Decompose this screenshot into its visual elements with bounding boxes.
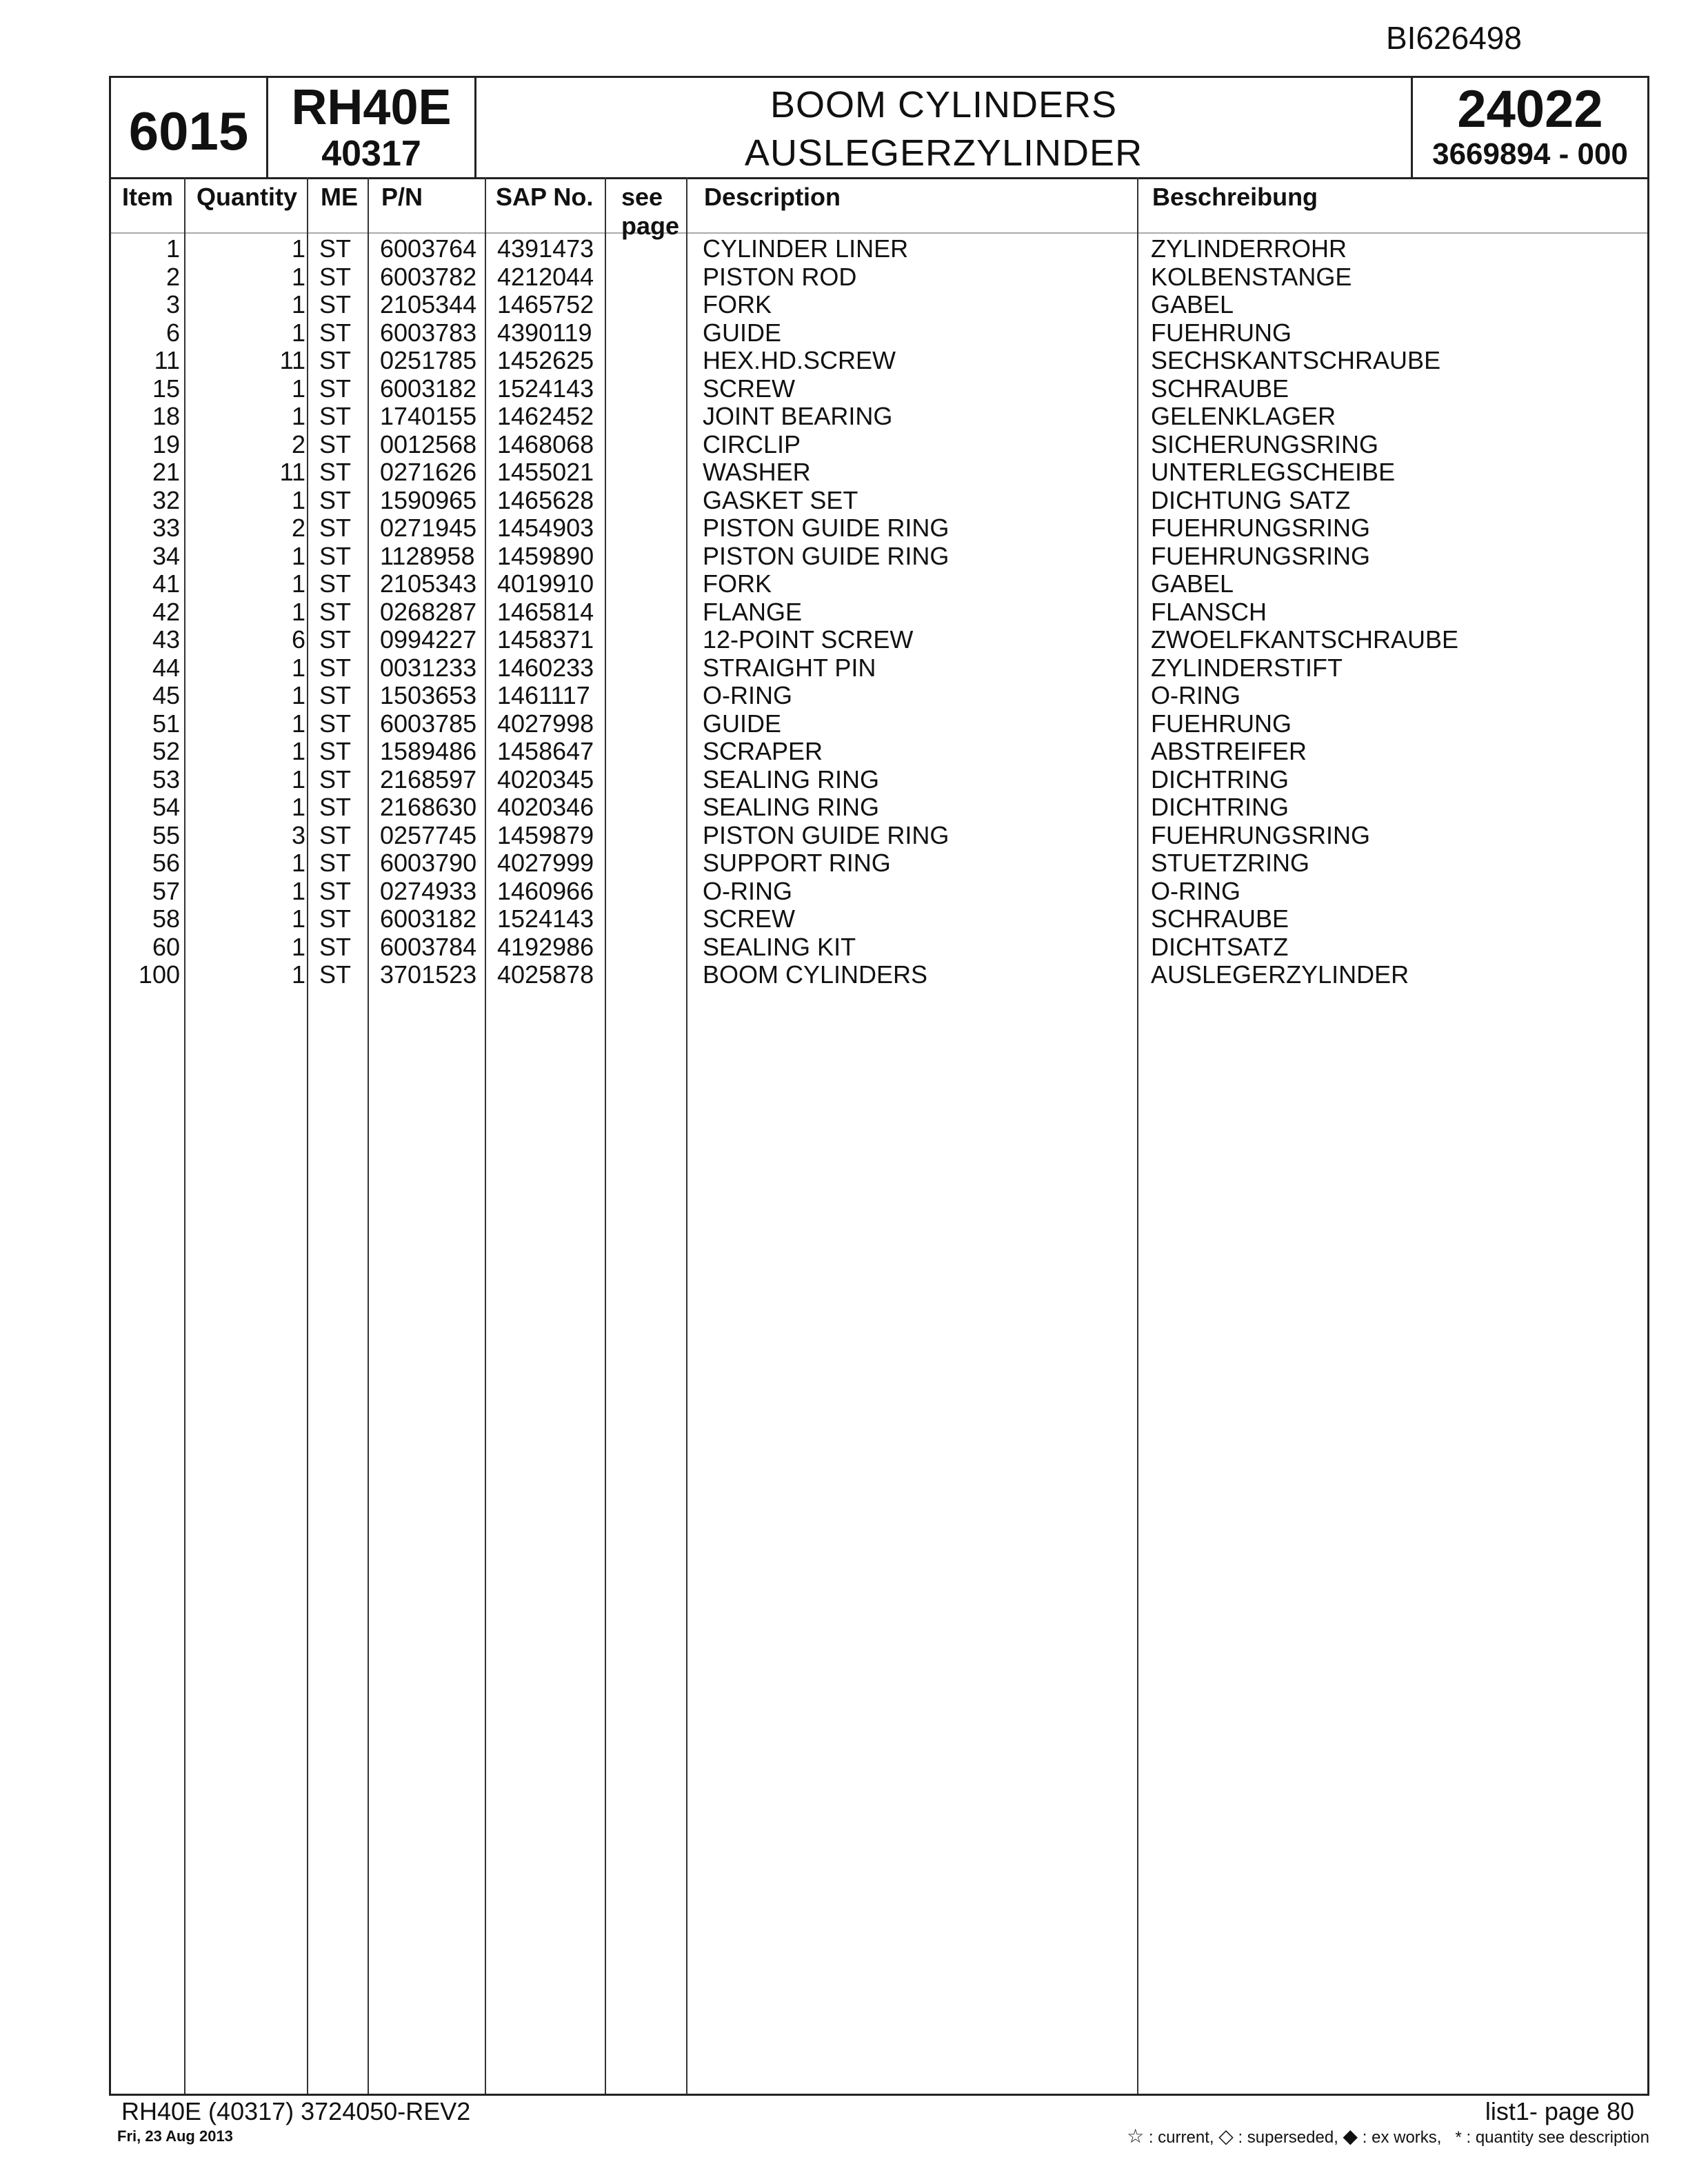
cell-me: ST	[319, 402, 352, 430]
cell-part-number: 0257745	[380, 820, 477, 849]
cell-description: HEX.HD.SCREW	[703, 346, 896, 374]
col-beschreibung: Beschreibung	[1152, 183, 1318, 211]
legend-superseded: : superseded,	[1238, 2128, 1338, 2147]
cell-item: 56	[152, 849, 180, 877]
cell-me: ST	[319, 514, 352, 542]
cell-item: 32	[152, 485, 180, 514]
cell-item: 51	[152, 709, 180, 738]
cell-description: PISTON GUIDE RING	[703, 514, 950, 542]
cell-part-number: 2168597	[380, 765, 477, 793]
cell-item: 53	[152, 765, 180, 793]
cell-sap-number: 1458647	[497, 737, 594, 765]
star-outline-icon: ☆	[1127, 2125, 1145, 2147]
table-row	[111, 403, 1647, 431]
cell-quantity: 1	[291, 569, 305, 598]
cell-quantity: 1	[291, 262, 305, 291]
cell-beschreibung: FUEHRUNGSRING	[1151, 820, 1371, 849]
cell-sap-number: 4020345	[497, 765, 594, 793]
legend-quantity: : quantity see description	[1466, 2128, 1649, 2147]
cell-item: 34	[152, 541, 180, 570]
cell-part-number: 6003782	[380, 262, 477, 291]
table-row	[111, 291, 1647, 319]
cell-part-number: 1128958	[380, 541, 475, 570]
col-see-page	[621, 183, 679, 241]
sheet-cell	[1413, 78, 1647, 177]
cell-beschreibung: FUEHRUNGSRING	[1151, 514, 1371, 542]
cell-item: 6	[165, 318, 180, 347]
cell-beschreibung: ZWOELFKANTSCHRAUBE	[1151, 625, 1459, 654]
col-sap: SAP No.	[496, 183, 594, 211]
asterisk-icon: *	[1455, 2128, 1462, 2147]
table-row	[111, 878, 1647, 906]
cell-me: ST	[319, 793, 352, 821]
cell-beschreibung: SICHERUNGSRING	[1151, 429, 1379, 458]
cell-sap-number: 4027998	[497, 709, 594, 738]
cell-me: ST	[319, 346, 352, 374]
cell-me: ST	[319, 429, 352, 458]
cell-item: 2	[165, 262, 180, 291]
cell-quantity: 1	[291, 932, 305, 961]
title-english: BOOM CYLINDERS	[770, 84, 1118, 125]
cell-description: GUIDE	[703, 709, 782, 738]
cell-quantity: 1	[291, 541, 305, 570]
cell-beschreibung: DICHTSATZ	[1151, 932, 1289, 961]
cell-beschreibung: O-RING	[1151, 681, 1240, 709]
cell-description: CIRCLIP	[703, 429, 801, 458]
cell-me: ST	[319, 541, 352, 570]
cell-description: FORK	[703, 569, 772, 598]
cell-description: PISTON ROD	[703, 262, 857, 291]
table-row	[111, 487, 1647, 515]
footer-legend	[1127, 2125, 1649, 2147]
cell-beschreibung: DICHTUNG SATZ	[1151, 485, 1351, 514]
cell-sap-number: 1524143	[497, 904, 594, 933]
cell-sap-number: 1458371	[497, 625, 594, 654]
cell-description: O-RING	[703, 681, 792, 709]
legend-exworks: : ex works,	[1362, 2128, 1442, 2147]
cell-me: ST	[319, 876, 352, 905]
cell-sap-number: 1524143	[497, 374, 594, 403]
cell-description: WASHER	[703, 458, 811, 486]
cell-sap-number: 1460966	[497, 876, 594, 905]
sheet-number: 24022	[1457, 80, 1603, 139]
cell-item: 15	[152, 374, 180, 403]
cell-sap-number: 4027999	[497, 849, 594, 877]
cell-sap-number: 1462452	[497, 402, 594, 430]
cell-description: FORK	[703, 290, 772, 318]
cell-beschreibung: KOLBENSTANGE	[1151, 262, 1352, 291]
cell-item: 55	[152, 820, 180, 849]
table-row	[111, 793, 1647, 822]
cell-part-number: 2105344	[380, 290, 477, 318]
col-pn: P/N	[381, 183, 423, 211]
col-see-page-line1: see	[621, 183, 663, 211]
cell-quantity: 2	[291, 429, 305, 458]
table-row	[111, 710, 1647, 738]
cell-me: ST	[319, 849, 352, 877]
model-cell	[268, 78, 476, 177]
table-row	[111, 682, 1647, 710]
cell-item: 100	[138, 960, 180, 989]
table-row	[111, 514, 1647, 543]
cell-sap-number: 4212044	[497, 262, 594, 291]
cell-quantity: 1	[291, 876, 305, 905]
cell-part-number: 0268287	[380, 597, 477, 626]
cell-description: GUIDE	[703, 318, 782, 347]
table-row	[111, 570, 1647, 598]
cell-description: SEALING RING	[703, 793, 880, 821]
cell-item: 18	[152, 402, 180, 430]
cell-part-number: 1740155	[380, 402, 477, 430]
cell-item: 33	[152, 514, 180, 542]
cell-beschreibung: O-RING	[1151, 876, 1240, 905]
table-row	[111, 961, 1647, 989]
table-row	[111, 431, 1647, 459]
cell-me: ST	[319, 765, 352, 793]
cell-me: ST	[319, 960, 352, 989]
cell-me: ST	[319, 597, 352, 626]
cell-description: O-RING	[703, 876, 792, 905]
diamond-filled-icon: ◆	[1343, 2125, 1358, 2147]
cell-sap-number: 4025878	[497, 960, 594, 989]
cell-item: 52	[152, 737, 180, 765]
table-row	[111, 347, 1647, 375]
cell-description: CYLINDER LINER	[703, 234, 909, 263]
cell-sap-number: 1452625	[497, 346, 594, 374]
table-row	[111, 654, 1647, 682]
cell-part-number: 0251785	[380, 346, 477, 374]
header-block	[111, 78, 1647, 179]
cell-beschreibung: UNTERLEGSCHEIBE	[1151, 458, 1396, 486]
cell-item: 19	[152, 429, 180, 458]
cell-beschreibung: GABEL	[1151, 290, 1234, 318]
cell-beschreibung: ZYLINDERSTIFT	[1151, 653, 1343, 682]
table-row	[111, 626, 1647, 654]
cell-me: ST	[319, 485, 352, 514]
cell-beschreibung: FUEHRUNGSRING	[1151, 541, 1371, 570]
cell-me: ST	[319, 234, 352, 263]
cell-description: BOOM CYLINDERS	[703, 960, 928, 989]
table-row	[111, 822, 1647, 850]
cell-beschreibung: SCHRAUBE	[1151, 904, 1289, 933]
cell-me: ST	[319, 458, 352, 486]
cell-me: ST	[319, 625, 352, 654]
cell-quantity: 1	[291, 290, 305, 318]
cell-quantity: 3	[291, 820, 305, 849]
col-see-page-line2: page	[621, 212, 680, 240]
cell-me: ST	[319, 653, 352, 682]
cell-sap-number: 1465628	[497, 485, 594, 514]
cell-beschreibung: DICHTRING	[1151, 793, 1289, 821]
cell-part-number: 0031233	[380, 653, 477, 682]
cell-sap-number: 1459890	[497, 541, 594, 570]
title-german: AUSLEGERZYLINDER	[744, 132, 1143, 174]
table-row	[111, 458, 1647, 487]
cell-item: 41	[152, 569, 180, 598]
cell-part-number: 1589486	[380, 737, 477, 765]
cell-quantity: 1	[291, 765, 305, 793]
cell-quantity: 1	[291, 318, 305, 347]
cell-description: SCREW	[703, 904, 795, 933]
cell-beschreibung: GELENKLAGER	[1151, 402, 1336, 430]
cell-sap-number: 4020346	[497, 793, 594, 821]
footer-page: list1- page 80	[1485, 2097, 1634, 2125]
cell-description: PISTON GUIDE RING	[703, 541, 950, 570]
cell-beschreibung: ABSTREIFER	[1151, 737, 1307, 765]
cell-part-number: 6003785	[380, 709, 477, 738]
cell-quantity: 1	[291, 402, 305, 430]
cell-me: ST	[319, 374, 352, 403]
cell-me: ST	[319, 737, 352, 765]
cell-sap-number: 1455021	[497, 458, 594, 486]
cell-sap-number: 1468068	[497, 429, 594, 458]
cell-beschreibung: GABEL	[1151, 569, 1234, 598]
cell-description: SCREW	[703, 374, 795, 403]
cell-beschreibung: FLANSCH	[1151, 597, 1267, 626]
cell-quantity: 1	[291, 849, 305, 877]
drawing-number: 3669894 - 000	[1432, 137, 1628, 171]
cell-me: ST	[319, 820, 352, 849]
cell-sap-number: 4192986	[497, 932, 594, 961]
cell-quantity: 1	[291, 681, 305, 709]
table-row	[111, 375, 1647, 403]
cell-description: JOINT BEARING	[703, 402, 893, 430]
cell-description: SEALING RING	[703, 765, 880, 793]
cell-part-number: 6003764	[380, 234, 477, 263]
cell-part-number: 0271626	[380, 458, 477, 486]
footer-reference: RH40E (40317) 3724050-REV2	[121, 2097, 471, 2125]
cell-part-number: 3701523	[380, 960, 477, 989]
cell-description: GASKET SET	[703, 485, 858, 514]
cell-sap-number: 1454903	[497, 514, 594, 542]
cell-quantity: 1	[291, 374, 305, 403]
table-row	[111, 766, 1647, 794]
cell-quantity: 1	[291, 597, 305, 626]
cell-part-number: 6003784	[380, 932, 477, 961]
cell-part-number: 0994227	[380, 625, 477, 654]
table-row	[111, 319, 1647, 347]
cell-item: 11	[154, 346, 180, 374]
cell-me: ST	[319, 569, 352, 598]
col-description: Description	[704, 183, 841, 211]
cell-quantity: 11	[279, 346, 305, 374]
table-row	[111, 598, 1647, 627]
cell-part-number: 1503653	[380, 681, 477, 709]
cell-me: ST	[319, 262, 352, 291]
table-row	[111, 738, 1647, 766]
model-number: 40317	[321, 134, 421, 174]
cell-item: 60	[152, 932, 180, 961]
cell-beschreibung: FUEHRUNG	[1151, 709, 1292, 738]
cell-description: SUPPORT RING	[703, 849, 891, 877]
cell-item: 42	[152, 597, 180, 626]
footer-date: Fri, 23 Aug 2013	[117, 2127, 233, 2145]
cell-description: PISTON GUIDE RING	[703, 820, 950, 849]
cell-sap-number: 4390119	[497, 318, 592, 347]
cell-quantity: 1	[291, 709, 305, 738]
model-name: RH40E	[291, 80, 452, 135]
cell-item: 57	[152, 876, 180, 905]
cell-item: 45	[152, 681, 180, 709]
col-quantity: Quantity	[197, 183, 298, 211]
parts-table-body	[111, 235, 1647, 989]
cell-sap-number: 1461117	[497, 681, 590, 709]
cell-quantity: 1	[291, 960, 305, 989]
cell-item: 58	[152, 904, 180, 933]
cell-beschreibung: SECHSKANTSCHRAUBE	[1151, 346, 1441, 374]
cell-part-number: 0271945	[380, 514, 477, 542]
cell-me: ST	[319, 932, 352, 961]
table-row	[111, 849, 1647, 878]
cell-item: 3	[165, 290, 180, 318]
cell-quantity: 1	[291, 737, 305, 765]
title-cell	[476, 78, 1413, 177]
cell-beschreibung: AUSLEGERZYLINDER	[1151, 960, 1409, 989]
cell-quantity: 1	[291, 904, 305, 933]
cell-part-number: 2168630	[380, 793, 477, 821]
col-item: Item	[122, 183, 174, 211]
cell-part-number: 0274933	[380, 876, 477, 905]
cell-description: FLANGE	[703, 597, 803, 626]
cell-part-number: 6003783	[380, 318, 477, 347]
cell-part-number: 0012568	[380, 429, 477, 458]
group-cell	[111, 78, 268, 177]
cell-part-number: 6003182	[380, 374, 477, 403]
group-number: 6015	[128, 101, 249, 161]
cell-item: 54	[152, 793, 180, 821]
cell-description: SCRAPER	[703, 737, 823, 765]
cell-sap-number: 1465814	[497, 597, 594, 626]
cell-beschreibung: FUEHRUNG	[1151, 318, 1292, 347]
cell-sap-number: 4019910	[497, 569, 594, 598]
table-row	[111, 235, 1647, 263]
column-header-row	[111, 177, 1647, 240]
cell-quantity: 1	[291, 653, 305, 682]
cell-description: STRAIGHT PIN	[703, 653, 876, 682]
cell-me: ST	[319, 904, 352, 933]
cell-part-number: 2105343	[380, 569, 477, 598]
cell-quantity: 6	[291, 625, 305, 654]
cell-sap-number: 1460233	[497, 653, 594, 682]
cell-sap-number: 4391473	[497, 234, 594, 263]
cell-sap-number: 1465752	[497, 290, 594, 318]
cell-me: ST	[319, 709, 352, 738]
cell-part-number: 6003182	[380, 904, 477, 933]
table-row	[111, 543, 1647, 571]
cell-beschreibung: DICHTRING	[1151, 765, 1289, 793]
cell-me: ST	[319, 290, 352, 318]
col-me: ME	[321, 183, 358, 211]
cell-item: 44	[152, 653, 180, 682]
cell-sap-number: 1459879	[497, 820, 594, 849]
cell-quantity: 2	[291, 514, 305, 542]
cell-description: SEALING KIT	[703, 932, 856, 961]
legend-current: : current,	[1148, 2128, 1214, 2147]
cell-quantity: 1	[291, 793, 305, 821]
cell-quantity: 1	[291, 234, 305, 263]
diamond-outline-icon: ◇	[1218, 2125, 1234, 2147]
cell-quantity: 1	[291, 485, 305, 514]
cell-part-number: 6003790	[380, 849, 477, 877]
table-row	[111, 905, 1647, 933]
cell-me: ST	[319, 318, 352, 347]
cell-beschreibung: STUETZRING	[1151, 849, 1309, 877]
cell-item: 21	[152, 458, 180, 486]
cell-item: 43	[152, 625, 180, 654]
cell-description: 12-POINT SCREW	[703, 625, 914, 654]
cell-me: ST	[319, 681, 352, 709]
cell-part-number: 1590965	[380, 485, 477, 514]
cell-quantity: 11	[279, 458, 305, 486]
cell-beschreibung: SCHRAUBE	[1151, 374, 1289, 403]
parts-list-frame	[109, 76, 1649, 2096]
cell-beschreibung: ZYLINDERROHR	[1151, 234, 1347, 263]
document-id: BI626498	[1386, 20, 1522, 56]
table-row	[111, 263, 1647, 292]
cell-item: 1	[165, 234, 180, 263]
table-row	[111, 933, 1647, 962]
